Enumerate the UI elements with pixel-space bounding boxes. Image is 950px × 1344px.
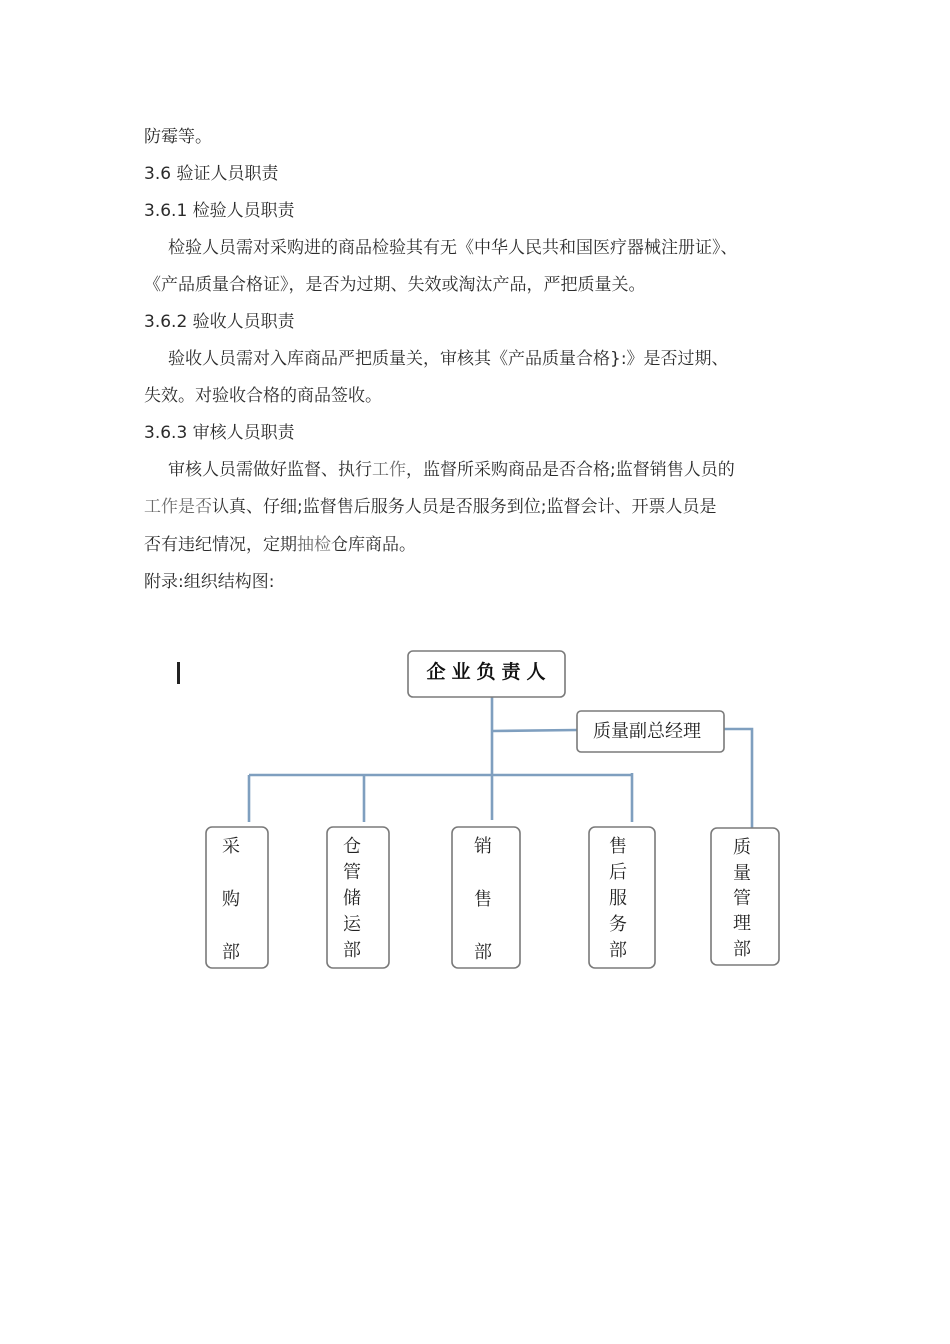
paragraph-line: 失效。对验收合格的商品签收。 [144,386,382,406]
paragraph-line: 《产品质量合格证》，是否为过期、失效或淘汰产品，严把质量关。 [144,275,646,295]
text-span: 工作 [372,460,406,480]
paragraph-line: 验收人员需对入库商品严把质量关，审核其《产品质量合格}:》是否过期、 [168,349,729,369]
subsection-heading: 3.6.3 审核人员职责 [144,423,295,443]
text-span: 工作是否 [144,497,212,517]
connector-line [724,729,752,828]
org-node-dept-label: 仓管储运部 [343,836,361,961]
subsection-heading: 3.6.2 验收人员职责 [144,312,295,332]
text-span: 抽检 [297,535,331,555]
connector-line [492,730,577,731]
org-node-deputy-label: 质量副总经理 [593,721,701,742]
text-span: 审核人员需做好监督、执行 [168,460,372,480]
text-span: 否有违纪情况，定期 [144,535,297,555]
org-node-dept-label: 售后服务部 [609,836,627,961]
org-node-dept-label: 销售部 [474,836,492,963]
appendix-label: 附录:组织结构图: [144,572,275,592]
text-span: ，监督所采购商品是否合格;监督销售人员的 [406,460,735,480]
org-node-dept-label: 质量管理部 [733,837,751,960]
org-node-dept-label: 采购部 [222,836,240,963]
section-heading: 3.6 验证人员职责 [144,164,279,184]
text-line: 防霉等。 [144,127,212,147]
text-span: 仓库商品。 [331,535,416,555]
text-span: 认真、仔细;监督售后服务人员是否服务到位;监督会计、开票人员是 [212,497,717,517]
paragraph-line: 检验人员需对采购进的商品检验其有无《中华人民共和国医疗器械注册证》、 [168,238,738,258]
subsection-heading: 3.6.1 检验人员职责 [144,201,295,221]
org-node-top-label: 企业负责人 [426,661,552,683]
